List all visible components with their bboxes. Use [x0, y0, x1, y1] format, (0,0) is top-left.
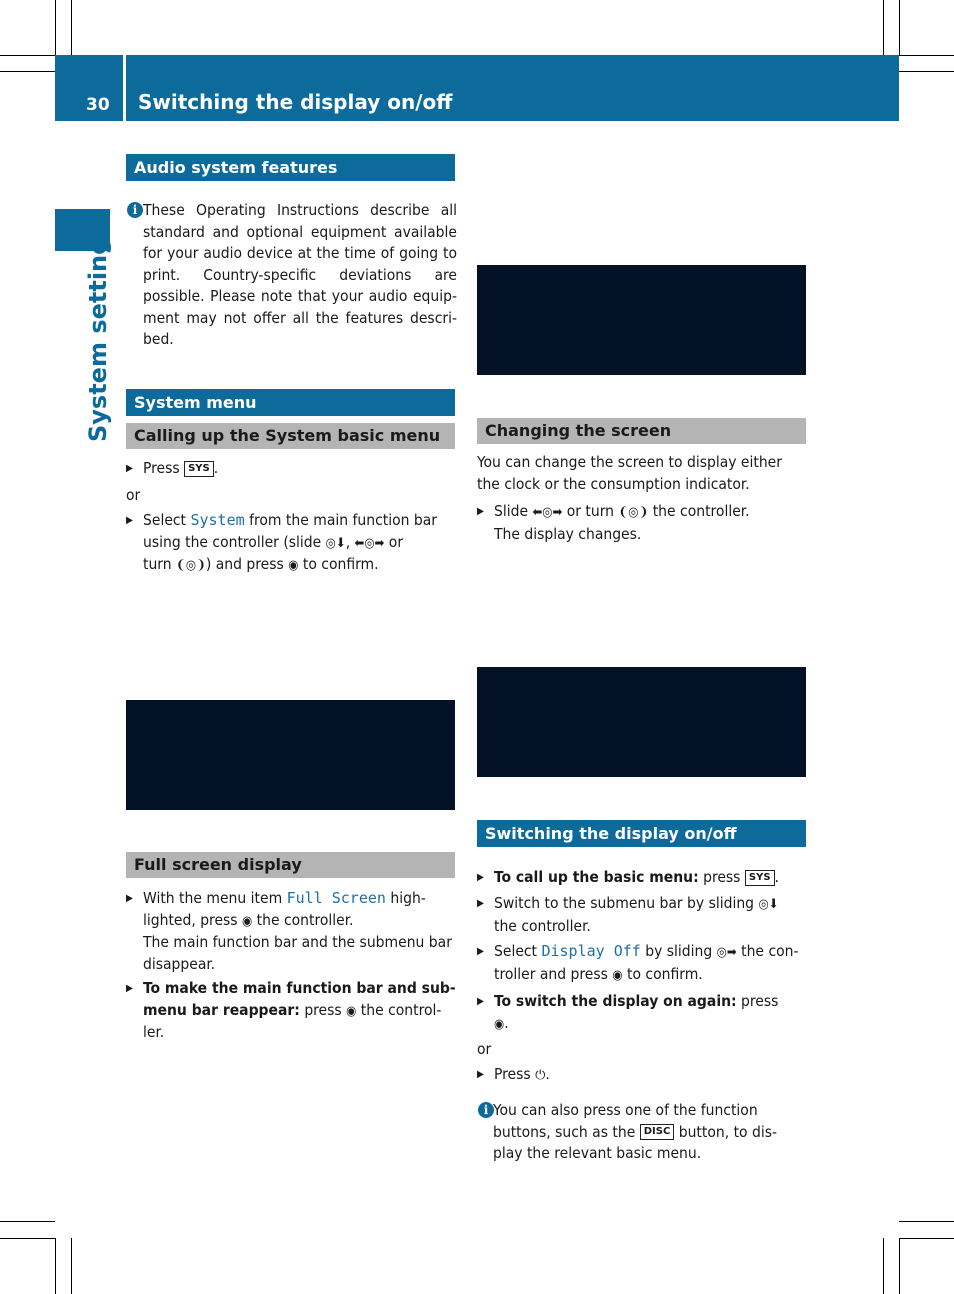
- step-slide-or-turn: ▶ Slide ⬅◎➡ or turn ❨◎❩ the controller. The display changes.: [477, 501, 807, 545]
- on-button-icon: ⏻: [535, 1068, 546, 1083]
- step-press-sys: ▶ Press SYS .: [126, 458, 456, 480]
- controller-slide-down-icon: ◎⬇: [325, 535, 346, 551]
- step-call-basic-menu: ▶ To call up the basic menu: press SYS .: [477, 867, 807, 889]
- changing-screen-text: You can change the screen to display either the clock or the consumption indicator.: [477, 453, 782, 493]
- audio-features-heading: Audio system features: [126, 154, 455, 181]
- screen-image: [477, 265, 806, 375]
- step-select-system: ▶ Select System from the main function bar using the controller (slide ◎⬇, ⬅◎➡ or turn ❨◎❩) and press ◉ to confirm.: [126, 510, 456, 577]
- controller-slide-left-right-icon: ⬅◎➡: [354, 535, 385, 551]
- menu-item-display-off: Display Off: [541, 942, 641, 960]
- full-screen-heading: Full screen display: [126, 852, 455, 878]
- controller-slide-right-icon: ◎➡: [716, 945, 737, 960]
- crop-mark: [899, 71, 954, 72]
- controller-slide-left-right-icon: ⬅◎➡: [532, 505, 563, 520]
- page-title: Switching the display on/off: [138, 90, 453, 114]
- crop-mark: [0, 71, 55, 72]
- system-menu-heading: System menu: [126, 389, 455, 416]
- controller-press-icon: ◉: [494, 1016, 505, 1032]
- changing-screen-heading: Changing the screen: [477, 418, 806, 444]
- step-switch-submenu: ▶ Switch to the submenu bar by sliding ◎⬇ the controller.: [477, 893, 807, 937]
- crop-mark: [0, 55, 55, 56]
- crop-mark: [0, 1238, 55, 1239]
- controller-turn-icon: ❨◎❩: [618, 505, 649, 520]
- page-number: 30: [86, 95, 110, 115]
- calling-basic-menu-heading: Calling up the System basic menu: [126, 423, 455, 449]
- crop-mark: [883, 0, 884, 55]
- or-text: or: [126, 486, 141, 504]
- full-screen-note: The main function bar and the submenu bar disappear.: [143, 933, 452, 973]
- info-icon: i: [127, 202, 143, 218]
- step-press-on: ▶ Press ⏻.: [477, 1064, 807, 1087]
- crop-mark: [899, 0, 900, 55]
- controller-slide-down-icon: ◎⬇: [758, 897, 779, 912]
- screen-image: [477, 667, 806, 777]
- crop-mark: [899, 1238, 900, 1294]
- crop-mark: [883, 1238, 884, 1294]
- sys-key-icon: SYS: [184, 461, 214, 477]
- switching-display-heading: Switching the display on/off: [477, 820, 806, 847]
- crop-mark: [55, 1238, 56, 1294]
- controller-press-icon: ◉: [346, 1003, 357, 1019]
- crop-mark: [71, 0, 72, 55]
- controller-press-icon: ◉: [612, 967, 623, 983]
- crop-mark: [899, 1221, 954, 1222]
- or-text: or: [477, 1040, 492, 1058]
- sys-key-icon: SYS: [745, 870, 775, 886]
- menu-item-system: System: [190, 511, 245, 529]
- audio-info-text: These Operating Instructions describe all standard and optional equipment available for your audio device at the time of going to print. Country-specific deviations are possible. Please note that your audio equip-ment may not offer all the features descri-bed.: [143, 201, 457, 348]
- screen-image: [126, 700, 455, 810]
- menu-item-full-screen: Full Screen: [286, 889, 386, 907]
- disc-key-icon: DISC: [640, 1124, 675, 1140]
- crop-mark: [899, 55, 954, 56]
- info-function-buttons: You can also press one of the function buttons, such as the DISC button, to dis- play the relevant basic menu.: [493, 1101, 778, 1162]
- crop-mark: [55, 0, 56, 55]
- step-bars-reappear: ▶ To make the main function bar and sub- menu bar reappear: press ◉ the control- ler.: [126, 978, 456, 1044]
- step-select-display-off: ▶ Select Display Off by sliding ◎➡ the con- troller and press ◉ to confirm.: [477, 941, 807, 986]
- header-divider: [123, 55, 126, 121]
- crop-mark: [899, 1238, 954, 1239]
- step-full-screen: ▶ With the menu item Full Screen high- lighted, press ◉ the controller.: [126, 888, 456, 932]
- controller-turn-icon: ❨◎❩: [176, 558, 206, 573]
- crop-mark: [0, 1221, 55, 1222]
- crop-mark: [71, 1238, 72, 1294]
- step-switch-on-again: ▶ To switch the display on again: press ◉.: [477, 991, 807, 1035]
- info-icon: i: [478, 1102, 494, 1118]
- section-label: System settings: [84, 223, 112, 442]
- controller-press-icon: ◉: [242, 913, 253, 929]
- controller-press-icon: ◉: [288, 558, 299, 573]
